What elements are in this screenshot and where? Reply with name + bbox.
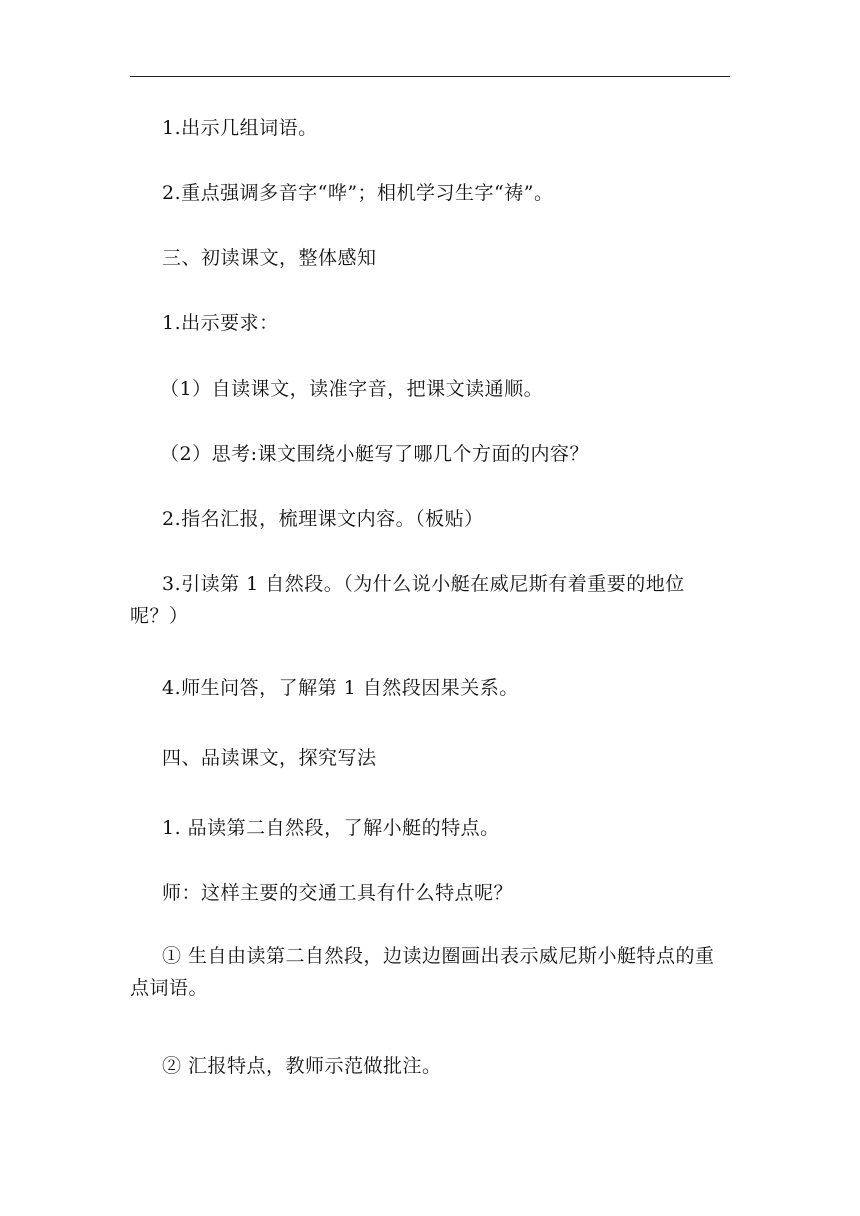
paragraph: （2）思考:课文围绕小艇写了哪几个方面的内容？ <box>160 443 589 465</box>
section-heading: 四、品读课文，探究写法 <box>162 747 377 769</box>
paragraph: ① 生自由读第二自然段，边读边圈画出表示威尼斯小艇特点的重点词语。 <box>130 945 715 999</box>
paragraph: 2.指名汇报，梳理课文内容。（板贴） <box>162 508 484 530</box>
paragraph: 1.出示几组词语。 <box>162 117 318 139</box>
section-heading: 三、初读课文，整体感知 <box>162 247 377 269</box>
paragraph: 2.重点强调多音字“哗”；相机学习生字“祷”。 <box>162 182 554 204</box>
paragraph: 3.引读第 1 自然段。（为什么说小艇在威尼斯有着重要的地位呢？） <box>130 573 685 627</box>
paragraph: 1. 品读第二自然段，了解小艇的特点。 <box>162 817 500 839</box>
paragraph: ② 汇报特点，教师示范做批注。 <box>162 1055 442 1077</box>
paragraph: 师：这样主要的交通工具有什么特点呢？ <box>162 882 514 904</box>
paragraph: 4.师生问答，了解第 1 自然段因果关系。 <box>162 677 519 699</box>
header-divider <box>130 76 730 77</box>
paragraph: （1）自读课文，读准字音，把课文读通顺。 <box>160 378 544 400</box>
paragraph: 1.出示要求： <box>162 312 279 334</box>
